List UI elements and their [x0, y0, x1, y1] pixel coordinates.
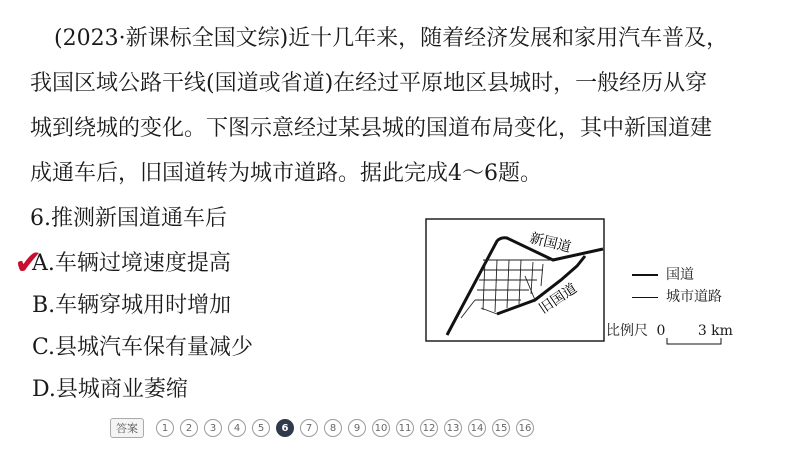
old-road-label: 旧国道 — [536, 280, 581, 318]
question-stem: 6.推测新国道通车后 — [30, 206, 227, 231]
page-button-8[interactable]: 8 — [324, 419, 342, 437]
legend-national-road-label: 国道 — [666, 267, 694, 283]
page-button-6[interactable]: 6 — [276, 419, 294, 437]
option-b: B.车辆穿城用时增加 — [32, 293, 232, 318]
page-button-15[interactable]: 15 — [492, 419, 510, 437]
page-button-5[interactable]: 5 — [252, 419, 270, 437]
scale-end: 3 km — [697, 323, 733, 339]
page-button-1[interactable]: 1 — [156, 419, 174, 437]
legend-thick-line — [632, 274, 658, 276]
legend-city-road-label: 城市道路 — [666, 289, 722, 305]
scale-bar — [606, 320, 733, 340]
option-c: C.县城汽车保有量减少 — [32, 335, 254, 360]
page-button-14[interactable]: 14 — [468, 419, 486, 437]
answer-button[interactable]: 答案 — [110, 418, 144, 438]
page-button-7[interactable]: 7 — [300, 419, 318, 437]
page-button-11[interactable]: 11 — [396, 419, 414, 437]
question-pager — [110, 418, 534, 438]
page-button-2[interactable]: 2 — [180, 419, 198, 437]
page-button-4[interactable]: 4 — [228, 419, 246, 437]
page-button-3[interactable]: 3 — [204, 419, 222, 437]
option-a: A.车辆过境速度提高 — [32, 251, 231, 276]
passage-line-3: 城到绕城的变化。下图示意经过某县城的国道布局变化，其中新国道建 — [30, 116, 713, 141]
page-button-16[interactable]: 16 — [516, 419, 534, 437]
passage-line-2: 我国区域公路干线(国道或省道)在经过平原地区县城时，一般经历从穿 — [30, 71, 708, 96]
passage-line-4: 成通车后，旧国道转为城市道路。据此完成4～6题。 — [30, 161, 542, 186]
legend-national-road — [632, 266, 694, 284]
scale-label: 比例尺 — [606, 323, 648, 339]
page-button-9[interactable]: 9 — [348, 419, 366, 437]
page-button-13[interactable]: 13 — [444, 419, 462, 437]
page-button-10[interactable]: 10 — [372, 419, 390, 437]
scale-start: 0 — [656, 323, 666, 339]
legend-city-road — [632, 288, 722, 306]
new-road-label: 新国道 — [528, 230, 573, 257]
passage-line-1: (2023·新课标全国文综)近十几年来，随着经济发展和家用汽车普及， — [54, 26, 729, 51]
answer-check-icon: ✔ — [14, 243, 43, 283]
legend-thin-line — [632, 297, 658, 298]
page-button-12[interactable]: 12 — [420, 419, 438, 437]
scale-ruler — [666, 338, 726, 346]
county-road-map — [425, 218, 605, 342]
option-d: D.县城商业萎缩 — [32, 377, 188, 402]
